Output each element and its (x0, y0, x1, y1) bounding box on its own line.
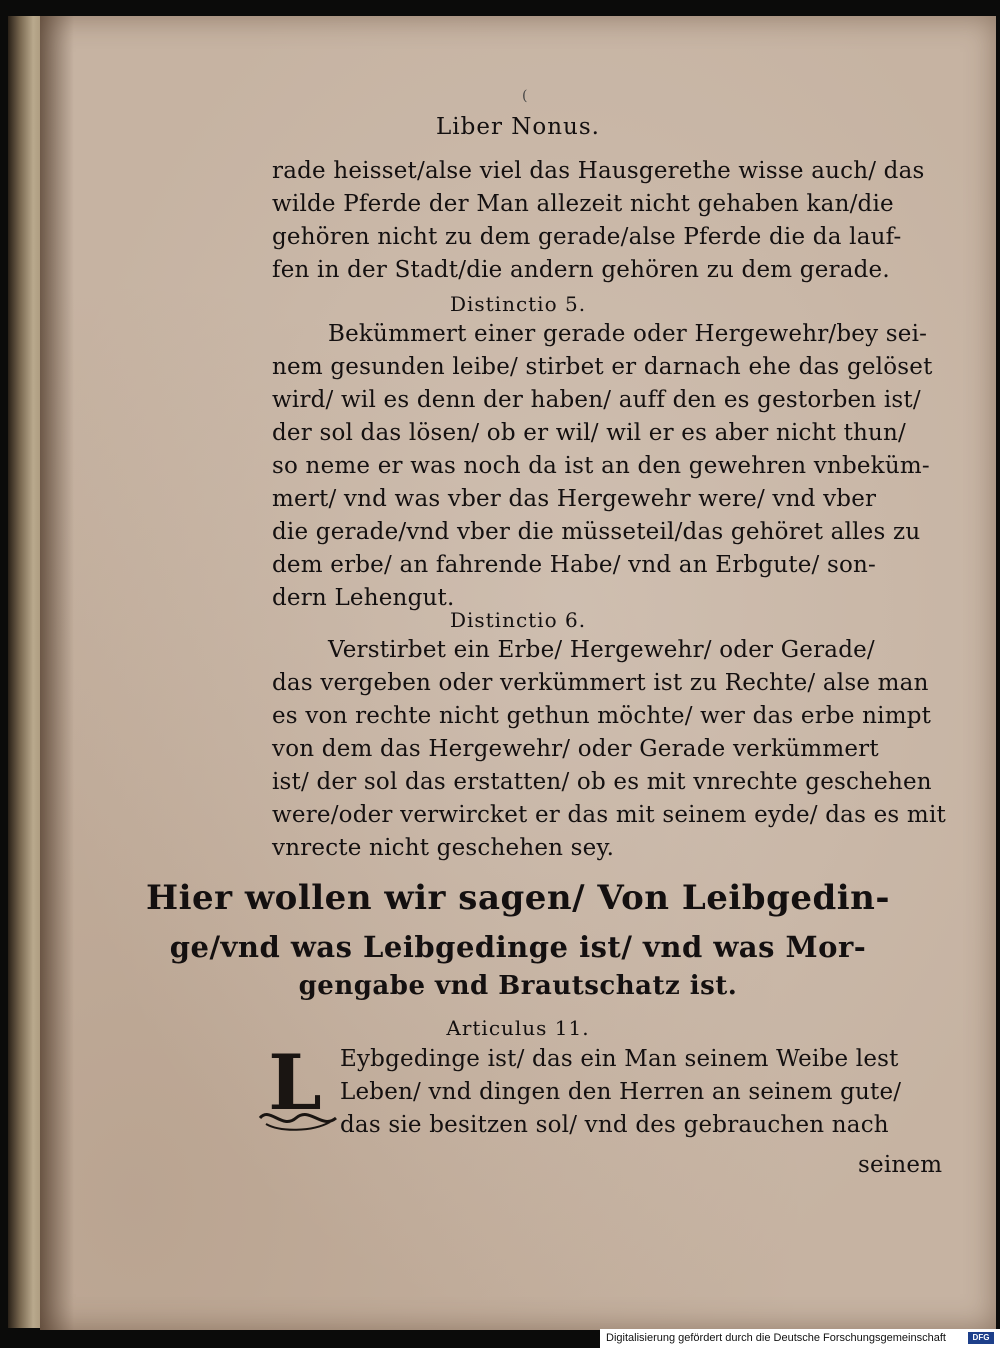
running-header: Liber Nonus. (436, 114, 600, 140)
book-edge (8, 16, 44, 1328)
text-line: Verstirbet ein Erbe/ Hergewehr/ oder Gerade/ (328, 637, 875, 663)
distinctio-heading: Distinctio 6. (449, 608, 587, 632)
footer-credit: Digitalisierung gefördert durch die Deutsche Forschungsgemeinschaft (606, 1332, 946, 1344)
running-mark: ( (522, 88, 528, 104)
text-line: were/oder verwircket er das mit seinem eyde/ das es mit (272, 802, 946, 828)
footer-bar (600, 1329, 1000, 1348)
text-line: mert/ vnd was vber das Hergewehr were/ vnd vber (272, 486, 877, 512)
text-line: wird/ wil es denn der haben/ auff den es gestorben ist/ (272, 387, 921, 413)
text-line: so neme er was noch da ist an den gewehren vnbeküm- (272, 453, 930, 479)
section-title: gengabe vnd Brautschatz ist. (298, 971, 738, 1001)
text-line: Leben/ vnd dingen den Herren an seinem gute/ (340, 1079, 902, 1105)
text-line: dem erbe/ an fahrende Habe/ vnd an Erbgute/ son- (272, 552, 877, 578)
section-title: Hier wollen wir sagen/ Von Leibgedin- (145, 878, 891, 918)
text-line: fen in der Stadt/die andern gehören zu dem gerade. (272, 257, 890, 283)
book-page (40, 16, 996, 1330)
text-line: Eybgedinge ist/ das ein Man seinem Weibe lest (340, 1046, 899, 1072)
distinctio-heading: Distinctio 5. (449, 292, 587, 316)
text-line: es von rechte nicht gethun möchte/ wer das erbe nimpt (272, 703, 932, 729)
text-line: ist/ der sol das erstatten/ ob es mit vnrechte geschehen (272, 769, 932, 795)
text-line: rade heisset/alse viel das Hausgerethe wisse auch/ das (272, 158, 925, 184)
section-title: ge/vnd was Leibgedinge ist/ vnd was Mor- (169, 930, 867, 964)
text-line: das vergeben oder verkümmert ist zu Rechte/ alse man (272, 670, 929, 696)
gutter-shadow (40, 16, 74, 1330)
text-line: gehören nicht zu dem gerade/alse Pferde die da lauf- (272, 224, 902, 250)
text-line: dern Lehengut. (272, 585, 455, 611)
text-line: nem gesunden leibe/ stirbet er darnach ehe das gelöset (272, 354, 933, 380)
text-line: die gerade/vnd vber die müsseteil/das gehöret alles zu (272, 519, 921, 545)
dfg-logo-icon: DFG (968, 1332, 994, 1344)
text-line: vnrecte nicht geschehen sey. (272, 835, 615, 861)
text-line: wilde Pferde der Man allezeit nicht gehaben kan/die (272, 191, 894, 217)
text-line: das sie besitzen sol/ vnd des gebrauchen nach (340, 1112, 889, 1138)
decorated-initial: L (268, 1038, 322, 1127)
text-line: von dem das Hergewehr/ oder Gerade verkümmert (272, 736, 879, 762)
text-line: Bekümmert einer gerade oder Hergewehr/bey sei- (328, 321, 928, 347)
catchword: seinem (858, 1152, 943, 1178)
text-line: der sol das lösen/ ob er wil/ wil er es aber nicht thun/ (272, 420, 907, 446)
articulus-heading: Articulus 11. (446, 1016, 590, 1040)
initial-flourish-icon (256, 1104, 340, 1132)
